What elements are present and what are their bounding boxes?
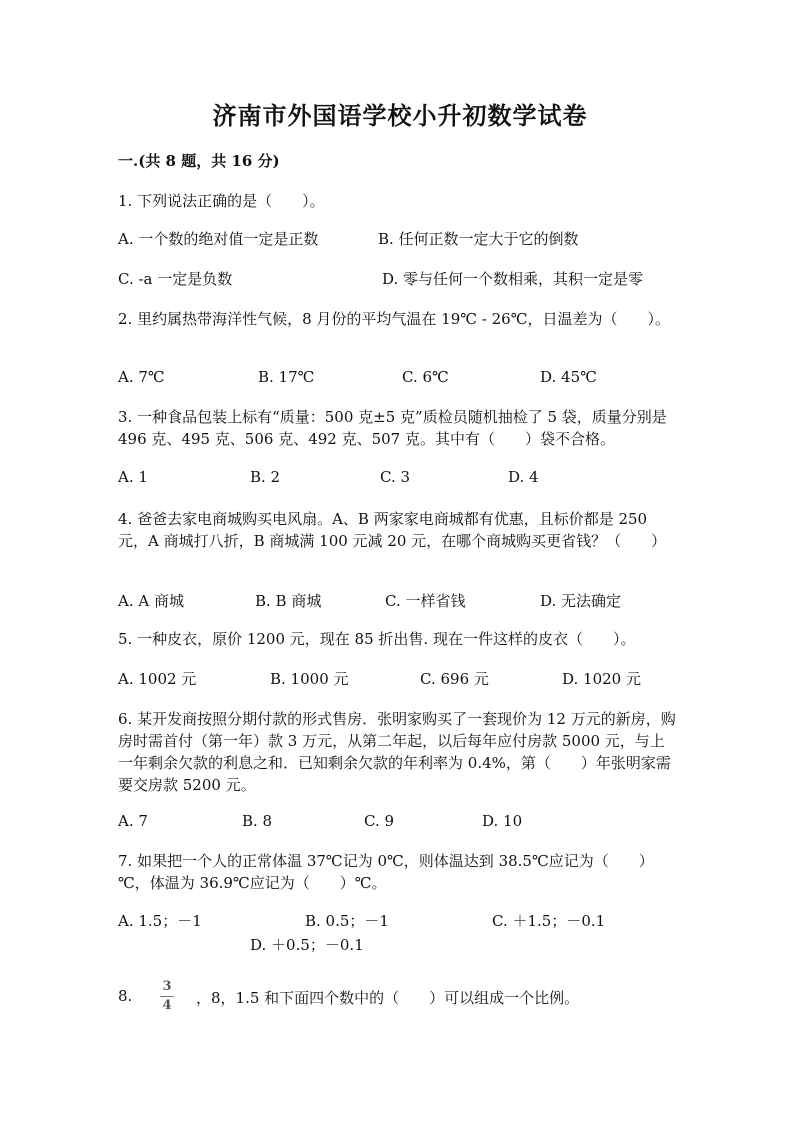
q6-option-d[interactable]: D. 10	[482, 812, 523, 830]
page-title: 济南市外国语学校小升初数学试卷	[212, 101, 588, 130]
question-8-text: ，8，1.5 和下面四个数中的（ ）可以组成一个比例。	[196, 989, 580, 1007]
q5-option-d[interactable]: D. 1020 元	[562, 670, 641, 688]
question-6: 6. 某开发商按照分期付款的形式售房．张明家购买了一套现价为 12 万元的新房，购房时需首付（第一年）款 3 万元，从第二年起，以后每年应付房款 5000 元，与上一年剩余欠款的利息之和．已知剩余欠款的年利率为 0.4%，第（ ）年张明家需要交房款 5200 元。	[118, 710, 676, 794]
q3-option-c[interactable]: C. 3	[380, 468, 411, 486]
question-7: 7. 如果把一个人的正常体温 37℃记为 0℃，则体温达到 38.5℃应记为（ ）℃，体温为 36.9℃应记为（ ）℃。	[118, 852, 654, 892]
q7-option-c[interactable]: C. ＋1.5；－0.1	[492, 912, 606, 930]
q6-option-a[interactable]: A. 7	[118, 812, 148, 830]
q4-option-b[interactable]: B. B 商城	[255, 592, 322, 610]
q5-option-c[interactable]: C. 696 元	[420, 670, 489, 688]
q7-option-a[interactable]: A. 1.5；－1	[118, 912, 202, 930]
q4-option-d[interactable]: D. 无法确定	[540, 592, 622, 610]
q4-option-c[interactable]: C. 一样省钱	[385, 592, 466, 610]
q5-option-b[interactable]: B. 1000 元	[270, 670, 349, 688]
fraction-numerator: 3	[162, 979, 172, 994]
q1-option-d[interactable]: D. 零与任何一个数相乘，其积一定是零	[382, 270, 644, 288]
q6-option-c[interactable]: C. 9	[364, 812, 395, 830]
q1-option-a[interactable]: A. 一个数的绝对值一定是正数	[118, 230, 319, 248]
q4-option-a[interactable]: A. A 商城	[118, 592, 184, 610]
q6-option-b[interactable]: B. 8	[242, 812, 273, 830]
question-8-number: 8.	[118, 987, 133, 1005]
question-5: 5. 一种皮衣，原价 1200 元，现在 85 折出售. 现在一件这样的皮衣（ ）。	[118, 630, 636, 648]
q2-option-a[interactable]: A. 7℃	[118, 368, 165, 386]
section-heading: 一.(共 8 题，共 16 分)	[118, 152, 280, 170]
question-4: 4. 爸爸去家电商城购买电风扇。A、B 两家家电商城都有优惠，且标价都是 250 元，A 商城打八折，B 商城满 100 元减 20 元，在哪个商城购买更省钱？（ ）	[118, 510, 667, 550]
q3-option-d[interactable]: D. 4	[508, 468, 539, 486]
fraction-denominator: 4	[162, 998, 172, 1013]
question-2: 2. 里约属热带海洋性气候，8 月份的平均气温在 19℃ - 26℃，日温差为（ ）。	[118, 310, 671, 328]
q1-option-b[interactable]: B. 任何正数一定大于它的倒数	[378, 230, 579, 248]
fraction-three-quarters	[160, 980, 174, 1013]
question-3: 3. 一种食品包装上标有“质量：500 克±5 克”质检员随机抽检了 5 袋，质量分别是 496 克、495 克、506 克、492 克、507 克。其中有（ ）袋不合格。	[118, 408, 667, 448]
fraction-bar	[160, 996, 174, 997]
q2-option-c[interactable]: C. 6℃	[402, 368, 449, 386]
q7-option-b[interactable]: B. 0.5；－1	[305, 912, 389, 930]
q5-option-a[interactable]: A. 1002 元	[118, 670, 197, 688]
q2-option-d[interactable]: D. 45℃	[540, 368, 597, 386]
q3-option-a[interactable]: A. 1	[118, 468, 148, 486]
q2-option-b[interactable]: B. 17℃	[258, 368, 315, 386]
q3-option-b[interactable]: B. 2	[250, 468, 281, 486]
q7-option-d[interactable]: D. ＋0.5；－0.1	[250, 936, 364, 954]
question-1: 1. 下列说法正确的是（ ）。	[118, 192, 325, 210]
q1-option-c[interactable]: C. -a 一定是负数	[118, 270, 233, 288]
